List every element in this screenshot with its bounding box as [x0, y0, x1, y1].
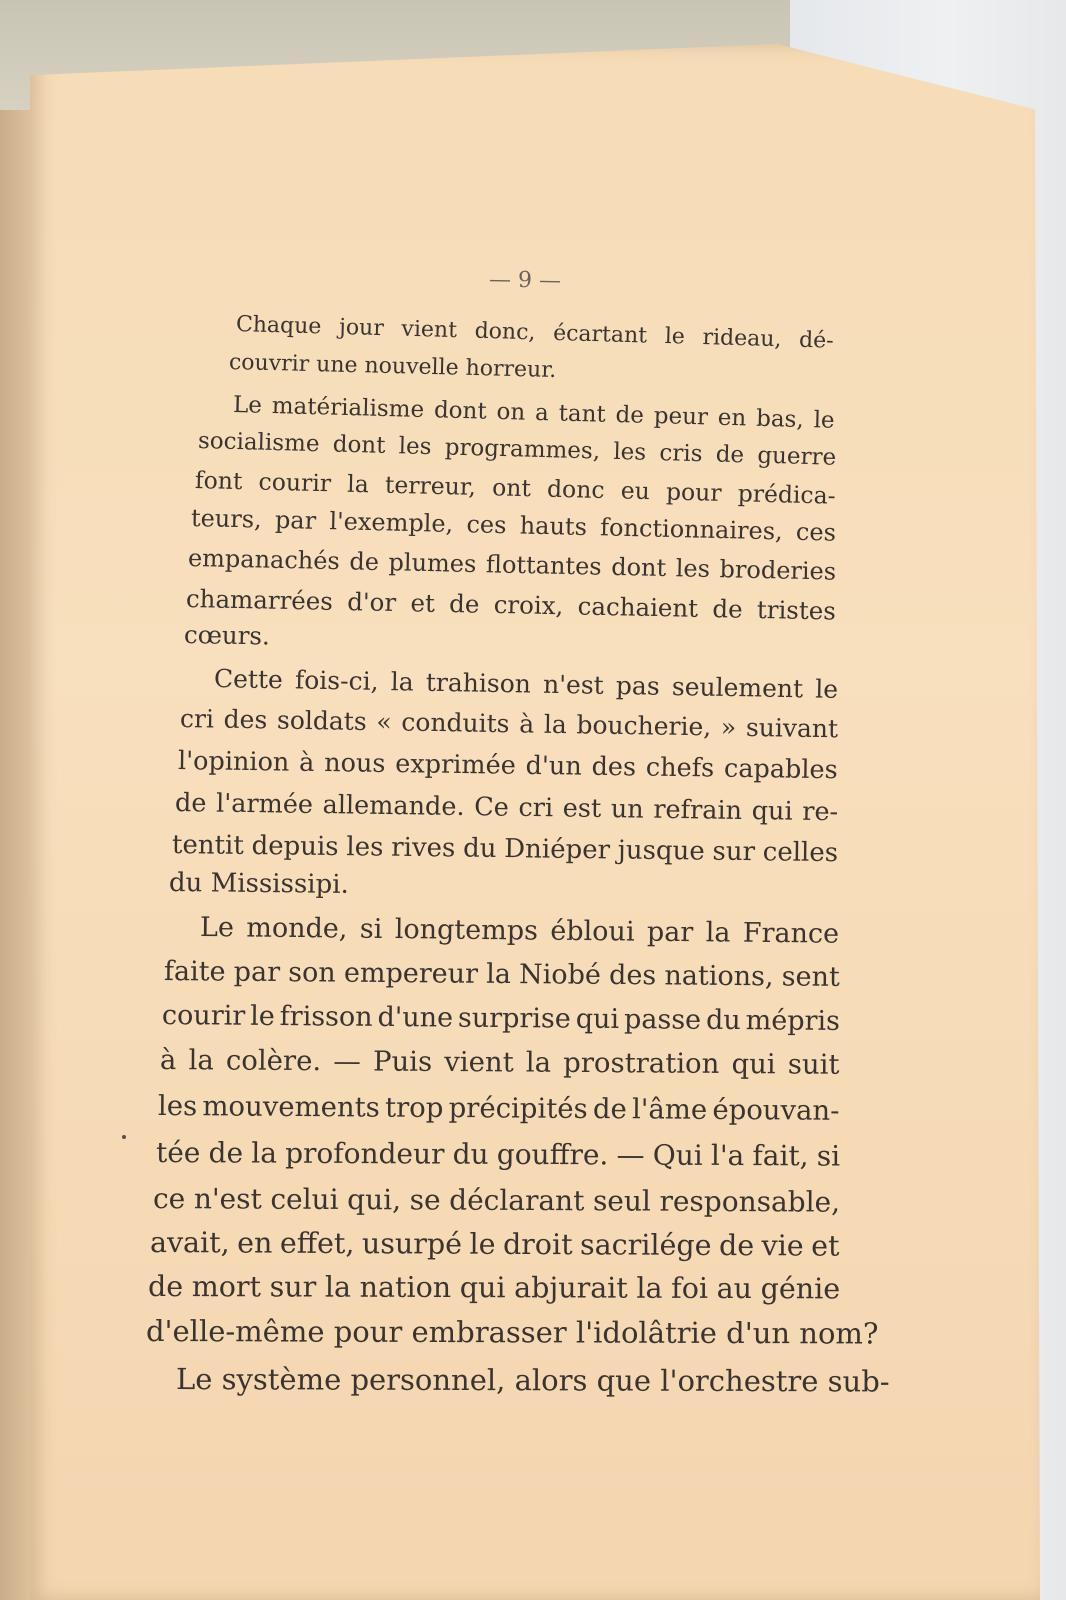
text-line: Le matérialisme dont on a tant de peur en bas, le: [232, 392, 835, 434]
text-line: tentit depuis les rives du Dniéper jusque sur celles: [171, 830, 839, 869]
text-line: Chaque jour vient donc, écartant le rideau, dé-: [235, 312, 834, 354]
text-line: couvrir une nouvelle horreur.: [228, 350, 557, 383]
text-line: de l'armée allemande. Ce cri est un refrain qui re-: [174, 788, 839, 828]
text-line: à la colère. — Puis vient la prostration qui suit: [159, 1044, 840, 1081]
text-line: faite par son empereur la Niobé des nations, sent: [163, 956, 840, 993]
text-line: chamarrées d'or et de croix, cachaient de tristes: [185, 584, 837, 626]
text-line: l'opinion à nous exprimée d'un des chefs capables: [177, 746, 838, 786]
text-line: avait, en effet, usurpé le droit sacrilége de vie et: [149, 1226, 840, 1263]
text-line: Le monde, si longtemps ébloui par la France: [199, 912, 840, 950]
text-line: teurs, par l'exemple, ces hauts fonctionnaires, ces: [190, 504, 837, 547]
text-line: Le système personnel, alors que l'orchestre sub-: [175, 1362, 890, 1399]
text-line: empanachés de plumes flottantes dont les broderies: [187, 544, 837, 586]
text-line: d'elle-même pour embrasser l'idolâtrie d'un nom?: [145, 1314, 879, 1351]
text-line: tée de la profondeur du gouffre. — Qui l'a fait, si: [155, 1136, 841, 1173]
ink-speck: [122, 1135, 126, 1139]
text-line: cri des soldats « conduits à la boucherie, » suivant: [179, 704, 839, 744]
text-line: du Mississipi.: [168, 868, 349, 900]
text-line: de mort sur la nation qui abjurait la foi au génie: [147, 1270, 841, 1306]
text-line: ce n'est celui qui, se déclarant seul responsable,: [152, 1182, 841, 1219]
text-line: courir le frisson d'une surprise qui passe du mépris: [161, 1000, 841, 1037]
text-line: font courir la terreur, ont donc eu pour prédica-: [194, 466, 836, 510]
text-line: les mouvements trop précipités de l'âme épouvan-: [157, 1090, 840, 1127]
page-number: — 9 —: [488, 267, 562, 294]
text-line: Cette fois-ci, la trahison n'est pas seulement le: [213, 664, 839, 704]
text-line: socialisme dont les programmes, les cris de guerre: [197, 428, 837, 471]
text-line: cœurs.: [183, 620, 271, 651]
